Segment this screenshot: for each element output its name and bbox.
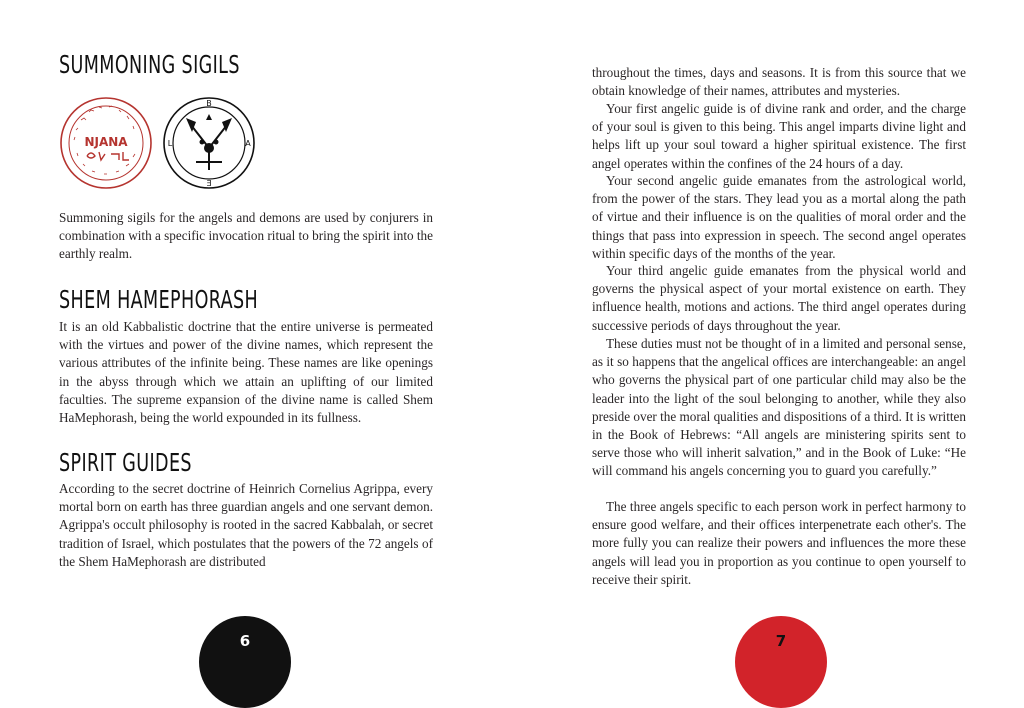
sigils-paragraph: Summoning sigils for the angels and demons are used by conjurers in combination with a specific invocation ritual to bring the spirit into the earthly realm. bbox=[59, 210, 433, 262]
second-guide-paragraph: Your second angelic guide emanates from the astrological world, from the power of the stars. They lead you as a mortal along the path of virtue and their influence is on the qualities of moral order and the things that pass into expression in speech. The second angel operates within specific days of the months of the year. bbox=[592, 173, 966, 261]
continued-paragraph: throughout the times, days and seasons. It is from this source that we obtain knowledge of their names, attributes and mysteries. bbox=[592, 65, 966, 99]
page-number-badge bbox=[735, 616, 827, 708]
duties-paragraph: These duties must not be thought of in a limited and personal sense, as it so happens that the angelical offices are interchangeable: an angel who governs the physical part of one particular child may also be the leader into the light of the soul belonging to another, while they also preside over the moral qualities and dispositions of a third. It is written in the Book of Hebrews: “All angels are ministering spirits sent to serve those who will inherit salvation,” and in the Book of Luke: “He will command his angels concerning you to guard you carefully.” bbox=[592, 336, 966, 479]
demon-sigil-icon bbox=[162, 96, 256, 190]
svg-text:L: L bbox=[167, 139, 173, 148]
right-page bbox=[512, 0, 1024, 668]
left-page bbox=[0, 0, 512, 668]
shem-paragraph: It is an old Kabbalistic doctrine that the entire universe is permeated with the virtues and power of the divine names, which represent the various attributes of the infinite being. These names are like openings in the abyss through which we attain an uplifting of our limited faculties. The supreme expansion of the divine name is called Shem HaMephorash, being the world expounded in its fullness. bbox=[59, 319, 433, 426]
page-number: 7 bbox=[775, 632, 787, 650]
harmony-paragraph: The three angels specific to each person work in perfect harmony to ensure good welfare, and their offices interpenetrate each other's. The more fully you can realize their powers and influences the more these angels will lead you in proportion as you continue to open yourself to receive their spirit. bbox=[592, 499, 966, 587]
angel-sigil-icon bbox=[59, 96, 153, 190]
heading-spirit-guides: SPIRIT GUIDES bbox=[59, 448, 192, 477]
third-guide-paragraph: Your third angelic guide emanates from the physical world and governs the physical aspect of your mortal existence on earth. They influence health, motions and actions. The third angel operates during successive periods of days throughout the year. bbox=[592, 263, 966, 333]
svg-text:B: B bbox=[206, 99, 212, 108]
page-number: 6 bbox=[239, 632, 251, 650]
svg-text:Ǝ: Ǝ bbox=[206, 179, 212, 188]
svg-text:NJANA: NJANA bbox=[84, 135, 128, 149]
heading-shem-hamephorash: SHEM HAMEPHORASH bbox=[59, 285, 259, 314]
spirit-guides-paragraph: According to the secret doctrine of Heinrich Cornelius Agrippa, every mortal born on earth has three guardian angels and one servant demon. Agrippa's occult philosophy is rooted in the sacred Kabbalah, or secret tradition of Israel, which postulates that the powers of the 72 angels of the Shem HaMephorash are distributed bbox=[59, 481, 433, 569]
first-guide-paragraph: Your first angelic guide is of divine rank and order, and the charge of your soul is given to this being. This angel imparts divine light and helps lift up your soul toward a higher spiritual existence. The first angel operates within the confines of the 24 hours of a day. bbox=[592, 101, 966, 171]
svg-text:A: A bbox=[245, 139, 251, 148]
heading-summoning-sigils: SUMMONING SIGILS bbox=[59, 50, 240, 79]
page-number-badge bbox=[199, 616, 291, 708]
